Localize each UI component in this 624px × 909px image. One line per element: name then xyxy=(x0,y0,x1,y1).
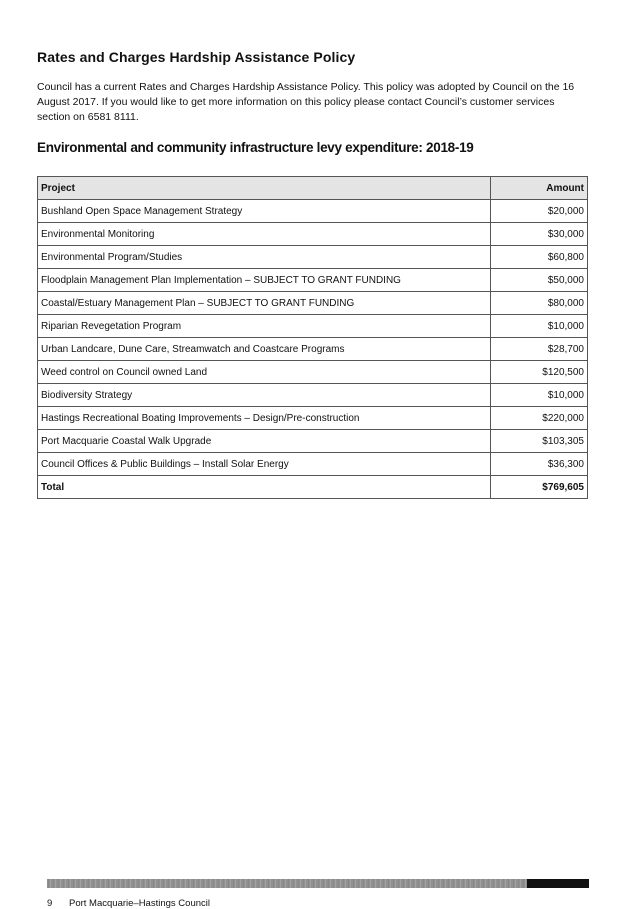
amount-cell: $120,500 xyxy=(491,361,588,384)
amount-cell: $60,800 xyxy=(491,246,588,269)
footer-organisation: Port Macquarie–Hastings Council xyxy=(69,898,210,909)
project-cell: Weed control on Council owned Land xyxy=(38,361,491,384)
total-label: Total xyxy=(38,476,491,499)
table-heading: Environmental and community infrastructure levy expenditure: 2018-19 xyxy=(37,140,474,155)
amount-cell: $10,000 xyxy=(491,315,588,338)
table-row xyxy=(38,407,588,430)
footer-decorative-bar xyxy=(47,879,589,888)
project-cell: Hastings Recreational Boating Improvements – Design/Pre-construction xyxy=(38,407,491,430)
amount-cell: $28,700 xyxy=(491,338,588,361)
amount-cell: $30,000 xyxy=(491,223,588,246)
project-cell: Environmental Program/Studies xyxy=(38,246,491,269)
project-cell: Environmental Monitoring xyxy=(38,223,491,246)
footer-bar-solid xyxy=(527,879,589,888)
page-footer xyxy=(47,898,210,909)
amount-cell: $80,000 xyxy=(491,292,588,315)
total-row xyxy=(38,476,588,499)
project-cell: Council Offices & Public Buildings – Install Solar Energy xyxy=(38,453,491,476)
table-row xyxy=(38,361,588,384)
table-row xyxy=(38,338,588,361)
project-cell: Urban Landcare, Dune Care, Streamwatch and Coastcare Programs xyxy=(38,338,491,361)
project-cell: Riparian Revegetation Program xyxy=(38,315,491,338)
project-cell: Biodiversity Strategy xyxy=(38,384,491,407)
table-row xyxy=(38,223,588,246)
table-row xyxy=(38,453,588,476)
project-cell: Floodplain Management Plan Implementation – SUBJECT TO GRANT FUNDING xyxy=(38,269,491,292)
table-row xyxy=(38,292,588,315)
section-heading: Rates and Charges Hardship Assistance Policy xyxy=(37,49,356,65)
intro-paragraph: Council has a current Rates and Charges Hardship Assistance Policy. This policy was adopted by Council on the 16 August 2017. If you would like to get more information on this policy please contact Council’s customer services section on 6581 8111. xyxy=(37,81,575,123)
amount-cell: $220,000 xyxy=(491,407,588,430)
amount-cell: $50,000 xyxy=(491,269,588,292)
project-cell: Port Macquarie Coastal Walk Upgrade xyxy=(38,430,491,453)
page-number: 9 xyxy=(47,898,53,909)
table-row xyxy=(38,430,588,453)
total-amount: $769,605 xyxy=(491,476,588,499)
table-header-row xyxy=(38,177,588,200)
amount-cell: $20,000 xyxy=(491,200,588,223)
amount-cell: $103,305 xyxy=(491,430,588,453)
amount-column-header: Amount xyxy=(491,177,588,200)
project-cell: Bushland Open Space Management Strategy xyxy=(38,200,491,223)
table-row xyxy=(38,269,588,292)
project-cell: Coastal/Estuary Management Plan – SUBJECT TO GRANT FUNDING xyxy=(38,292,491,315)
table-row xyxy=(38,315,588,338)
project-column-header: Project xyxy=(38,177,491,200)
table-row xyxy=(38,200,588,223)
table-row xyxy=(38,246,588,269)
amount-cell: $10,000 xyxy=(491,384,588,407)
table-row xyxy=(38,384,588,407)
amount-cell: $36,300 xyxy=(491,453,588,476)
levy-expenditure-table xyxy=(37,176,588,499)
footer-bar-texture xyxy=(47,879,527,888)
